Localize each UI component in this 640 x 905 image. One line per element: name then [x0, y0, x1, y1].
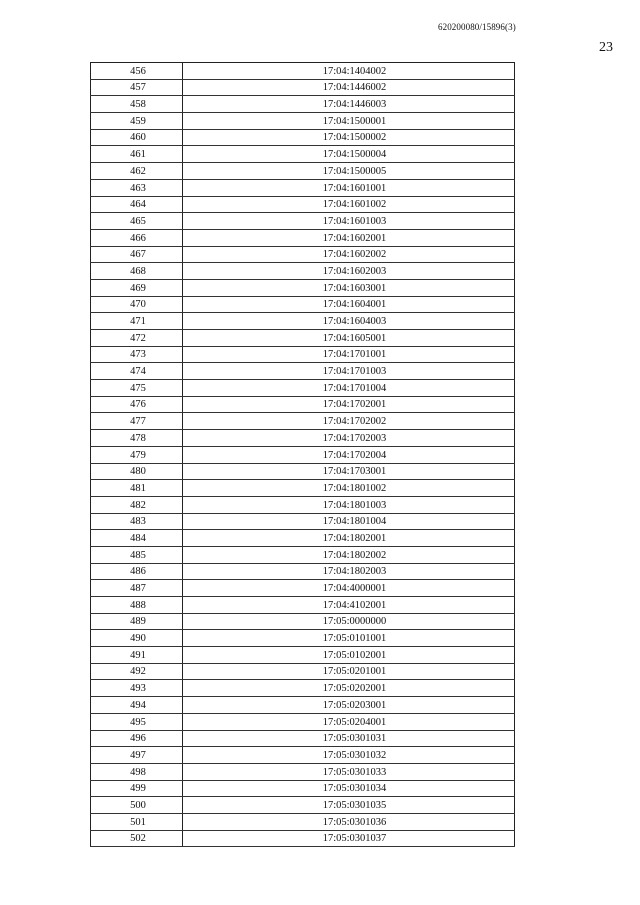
row-number-cell: 478 [91, 430, 183, 447]
cadastral-code-cell: 17:04:1601001 [183, 179, 515, 196]
row-number-cell: 490 [91, 630, 183, 647]
row-number-cell: 493 [91, 680, 183, 697]
row-number-cell: 494 [91, 697, 183, 714]
row-number-cell: 475 [91, 380, 183, 397]
cadastral-code-cell: 17:05:0202001 [183, 680, 515, 697]
table-row [91, 113, 515, 130]
table-row [91, 780, 515, 797]
cadastral-code-cell: 17:05:0301032 [183, 747, 515, 764]
table-row [91, 813, 515, 830]
table-row [91, 380, 515, 397]
table-row [91, 129, 515, 146]
row-number-cell: 487 [91, 580, 183, 597]
cadastral-code-cell: 17:05:0301034 [183, 780, 515, 797]
row-number-cell: 477 [91, 413, 183, 430]
cadastral-code-cell: 17:04:1801003 [183, 496, 515, 513]
row-number-cell: 465 [91, 213, 183, 230]
cadastral-code-cell: 17:04:1702003 [183, 430, 515, 447]
row-number-cell: 500 [91, 797, 183, 814]
cadastral-code-cell: 17:04:1601003 [183, 213, 515, 230]
table-row [91, 79, 515, 96]
page-number: 23 [599, 40, 613, 55]
table-row [91, 680, 515, 697]
row-number-cell: 461 [91, 146, 183, 163]
table-row [91, 213, 515, 230]
row-number-cell: 473 [91, 346, 183, 363]
table-row [91, 346, 515, 363]
table-row [91, 597, 515, 614]
table-row [91, 313, 515, 330]
row-number-cell: 456 [91, 63, 183, 80]
cadastral-code-cell: 17:04:1801002 [183, 480, 515, 497]
row-number-cell: 499 [91, 780, 183, 797]
cadastral-code-cell: 17:04:1604001 [183, 296, 515, 313]
table-row [91, 296, 515, 313]
table-row [91, 713, 515, 730]
row-number-cell: 496 [91, 730, 183, 747]
cadastral-code-cell: 17:05:0301031 [183, 730, 515, 747]
cadastral-code-cell: 17:04:1404002 [183, 63, 515, 80]
row-number-cell: 470 [91, 296, 183, 313]
cadastral-block-table [90, 62, 515, 847]
cadastral-code-cell: 17:04:1604003 [183, 313, 515, 330]
row-number-cell: 467 [91, 246, 183, 263]
table-row [91, 413, 515, 430]
cadastral-code-cell: 17:05:0301033 [183, 763, 515, 780]
table-row [91, 513, 515, 530]
table-row [91, 229, 515, 246]
cadastral-code-cell: 17:04:1701004 [183, 380, 515, 397]
row-number-cell: 458 [91, 96, 183, 113]
row-number-cell: 495 [91, 713, 183, 730]
cadastral-code-cell: 17:04:1601002 [183, 196, 515, 213]
table-row [91, 330, 515, 347]
cadastral-code-cell: 17:04:1701003 [183, 363, 515, 380]
row-number-cell: 491 [91, 647, 183, 664]
cadastral-code-cell: 17:04:1603001 [183, 279, 515, 296]
cadastral-code-cell: 17:05:0204001 [183, 713, 515, 730]
table-row [91, 613, 515, 630]
table-row [91, 830, 515, 847]
row-number-cell: 497 [91, 747, 183, 764]
table-row [91, 563, 515, 580]
row-number-cell: 502 [91, 830, 183, 847]
row-number-cell: 483 [91, 513, 183, 530]
cadastral-code-cell: 17:04:1500002 [183, 129, 515, 146]
table-row [91, 797, 515, 814]
cadastral-code-cell: 17:04:1500001 [183, 113, 515, 130]
row-number-cell: 479 [91, 446, 183, 463]
row-number-cell: 489 [91, 613, 183, 630]
row-number-cell: 474 [91, 363, 183, 380]
table-row [91, 196, 515, 213]
cadastral-code-cell: 17:05:0201001 [183, 663, 515, 680]
row-number-cell: 486 [91, 563, 183, 580]
row-number-cell: 464 [91, 196, 183, 213]
cadastral-code-cell: 17:04:1702001 [183, 396, 515, 413]
table-row [91, 63, 515, 80]
cadastral-code-cell: 17:04:1446003 [183, 96, 515, 113]
row-number-cell: 468 [91, 263, 183, 280]
table-body [91, 63, 515, 847]
cadastral-code-cell: 17:04:1605001 [183, 330, 515, 347]
cadastral-code-cell: 17:04:1602003 [183, 263, 515, 280]
cadastral-code-cell: 17:04:4102001 [183, 597, 515, 614]
table-row [91, 697, 515, 714]
cadastral-code-cell: 17:04:1801004 [183, 513, 515, 530]
table-row [91, 530, 515, 547]
table-row [91, 763, 515, 780]
row-number-cell: 485 [91, 546, 183, 563]
table-row [91, 363, 515, 380]
table-row [91, 480, 515, 497]
table-row [91, 246, 515, 263]
cadastral-code-cell: 17:05:0000000 [183, 613, 515, 630]
cadastral-code-cell: 17:05:0203001 [183, 697, 515, 714]
table-row [91, 96, 515, 113]
cadastral-code-cell: 17:04:1701001 [183, 346, 515, 363]
row-number-cell: 481 [91, 480, 183, 497]
table-row [91, 747, 515, 764]
row-number-cell: 460 [91, 129, 183, 146]
table-row [91, 430, 515, 447]
table-row [91, 263, 515, 280]
cadastral-code-cell: 17:05:0102001 [183, 647, 515, 664]
table-row [91, 647, 515, 664]
row-number-cell: 463 [91, 179, 183, 196]
row-number-cell: 472 [91, 330, 183, 347]
row-number-cell: 462 [91, 163, 183, 180]
cadastral-code-cell: 17:04:1500005 [183, 163, 515, 180]
cadastral-code-cell: 17:04:1446002 [183, 79, 515, 96]
cadastral-code-cell: 17:04:1500004 [183, 146, 515, 163]
row-number-cell: 476 [91, 396, 183, 413]
row-number-cell: 459 [91, 113, 183, 130]
cadastral-code-cell: 17:05:0101001 [183, 630, 515, 647]
cadastral-code-cell: 17:04:1602001 [183, 229, 515, 246]
cadastral-code-cell: 17:04:1702004 [183, 446, 515, 463]
cadastral-code-cell: 17:04:1802003 [183, 563, 515, 580]
cadastral-code-cell: 17:05:0301037 [183, 830, 515, 847]
table-row [91, 396, 515, 413]
row-number-cell: 471 [91, 313, 183, 330]
cadastral-code-cell: 17:04:4000001 [183, 580, 515, 597]
row-number-cell: 457 [91, 79, 183, 96]
row-number-cell: 482 [91, 496, 183, 513]
cadastral-code-cell: 17:05:0301035 [183, 797, 515, 814]
row-number-cell: 469 [91, 279, 183, 296]
table-row [91, 730, 515, 747]
row-number-cell: 488 [91, 597, 183, 614]
table-row [91, 446, 515, 463]
table-row [91, 146, 515, 163]
table-row [91, 630, 515, 647]
cadastral-code-cell: 17:04:1703001 [183, 463, 515, 480]
cadastral-code-cell: 17:05:0301036 [183, 813, 515, 830]
row-number-cell: 492 [91, 663, 183, 680]
table-row [91, 163, 515, 180]
row-number-cell: 484 [91, 530, 183, 547]
cadastral-code-cell: 17:04:1702002 [183, 413, 515, 430]
table-row [91, 663, 515, 680]
table-row [91, 279, 515, 296]
row-number-cell: 466 [91, 229, 183, 246]
document-number: 620200080/15896(3) [438, 22, 516, 32]
table-row [91, 463, 515, 480]
cadastral-code-cell: 17:04:1802002 [183, 546, 515, 563]
row-number-cell: 501 [91, 813, 183, 830]
table-row [91, 580, 515, 597]
cadastral-code-cell: 17:04:1802001 [183, 530, 515, 547]
row-number-cell: 498 [91, 763, 183, 780]
table-row [91, 546, 515, 563]
cadastral-code-cell: 17:04:1602002 [183, 246, 515, 263]
row-number-cell: 480 [91, 463, 183, 480]
table-row [91, 496, 515, 513]
table-row [91, 179, 515, 196]
